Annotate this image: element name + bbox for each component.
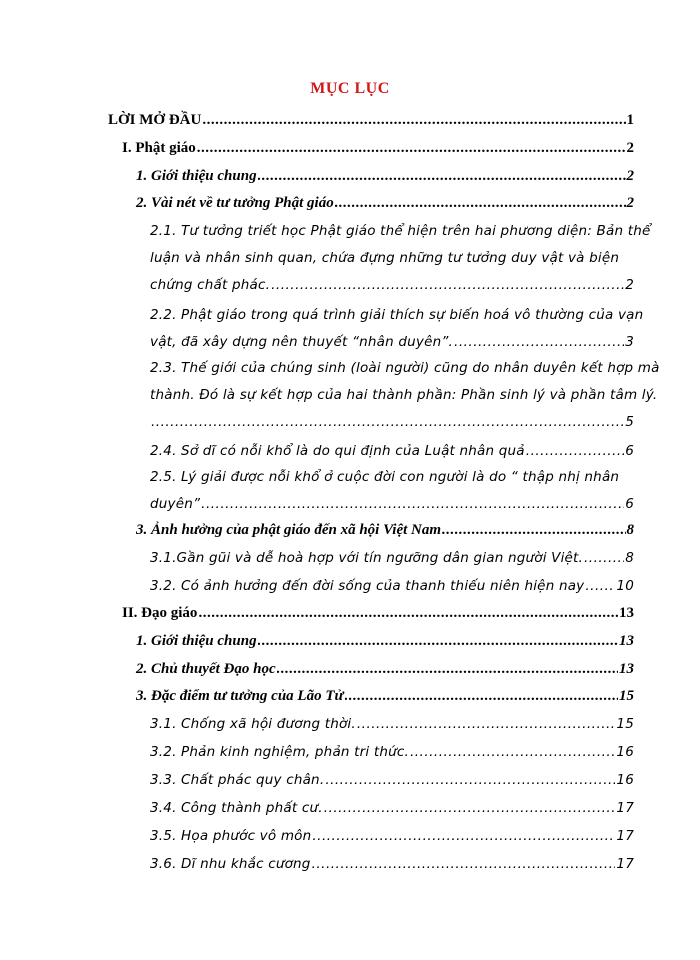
leader-dots (584, 545, 624, 572)
toc-entry-line: 2.2. Phật giáo trong quá trình giải thích sự biến hoá vô thường của vạn (150, 307, 644, 323)
toc-page-number: 13 (619, 661, 634, 677)
toc-entry-dao-3-1[interactable] (150, 711, 634, 738)
toc-page-number: 17 (616, 828, 634, 844)
toc-page-number: 10 (616, 578, 634, 594)
toc-entry-2-5[interactable] (150, 464, 634, 518)
toc-entry-3-1[interactable] (150, 545, 634, 572)
toc-entry-dao-3-4[interactable] (150, 795, 634, 822)
toc-entry-text: 3. Ảnh hưởng của phật giáo đến xã hội Việt Nam (136, 522, 442, 538)
toc-entry-text: 3.2. Phản kinh nghiệm, phản tri thức. (150, 744, 409, 760)
toc-entry-2-1[interactable] (150, 218, 651, 299)
toc-page-number: 13 (619, 633, 634, 649)
toc-entry-vai-net[interactable] (136, 191, 634, 216)
toc-page-number: 5 (625, 414, 634, 430)
toc-entry-dao-3-2[interactable] (150, 739, 634, 766)
toc-page-number: 16 (616, 744, 634, 760)
toc-entry-line: duyên” (150, 496, 201, 512)
toc-entry-text: 2. Chủ thuyết Đạo học (136, 661, 276, 677)
toc-entry-loi-mo-dau[interactable] (108, 108, 634, 133)
leader-dots (357, 711, 616, 738)
toc-entry-anh-huong[interactable] (136, 518, 634, 543)
leader-dots (442, 518, 625, 543)
toc-page-number: 6 (625, 443, 634, 459)
toc-page-number: 8 (626, 522, 634, 538)
toc-entry-text: 3.4. Công thành phất cư. (150, 800, 323, 816)
leader-dots (271, 272, 624, 299)
leader-dots (312, 823, 615, 850)
toc-entry-text: I. Phật giáo (122, 140, 196, 156)
toc-title: MỤC LỤC (310, 80, 390, 97)
leader-dots (198, 601, 618, 626)
toc-page-number: 17 (616, 800, 634, 816)
toc-page-number: 2 (626, 195, 634, 211)
toc-entry-2-4[interactable] (150, 438, 634, 465)
leader-dots (345, 684, 619, 709)
toc-entry-text: 2.4. Sở dĩ có nỗi khổ là do qui định của Luật nhân quả (150, 443, 525, 459)
toc-entry-line: vật, đã xây dựng nên thuyết “nhân duyên”. (150, 334, 454, 350)
toc-entry-dao-3-6[interactable] (150, 851, 634, 878)
toc-entry-chu-thuyet[interactable] (136, 657, 634, 682)
toc-entry-line: thành. Đó là sự kết hợp của hai thành phần: Phần sinh lý và phần tâm lý. (150, 387, 658, 403)
leader-dots (151, 409, 624, 436)
toc-entry-dac-diem[interactable] (136, 684, 634, 709)
toc-entry-text: II. Đạo giáo (122, 605, 198, 621)
toc-page-number: 1 (626, 112, 634, 128)
leader-dots (258, 629, 618, 654)
leader-dots (454, 329, 624, 356)
toc-entry-text: 1. Giới thiệu chung (136, 168, 257, 184)
toc-page-number: 16 (616, 772, 634, 788)
toc-entry-text: 3.1. Chống xã hội đương thời. (150, 716, 356, 732)
toc-entry-dao-3-5[interactable] (150, 823, 634, 850)
toc-entry-line: 2.1. Tư tưởng triết học Phật giáo thể hiện trên hai phương diện: Bản thể (150, 223, 651, 239)
toc-page-number: 2 (626, 140, 634, 156)
toc-page-number: 15 (616, 716, 634, 732)
toc-entry-text: 3.5. Họa phước vô môn (150, 828, 312, 844)
leader-dots (201, 491, 624, 518)
leader-dots (324, 795, 616, 822)
toc-entry-gioi-thieu-chung[interactable] (136, 164, 634, 189)
leader-dots (277, 657, 618, 682)
toc-page-number: 2 (625, 277, 634, 293)
toc-page-number: 3 (625, 334, 634, 350)
leader-dots (202, 108, 625, 133)
toc-entry-text: 3.3. Chất phác quy chân. (150, 772, 325, 788)
leader-dots (325, 767, 615, 794)
toc-entry-text: 3.6. Dĩ nhu khắc cương (150, 856, 311, 872)
leader-dots (197, 136, 626, 161)
toc-page-number: 15 (619, 688, 634, 704)
toc-entry-text: 3.2. Có ảnh hưởng đến đời sống của thanh thiếu niên hiện nay (150, 578, 585, 594)
leader-dots (312, 851, 616, 878)
toc-entry-2-2[interactable] (150, 302, 644, 356)
toc-entry-dao-gioi-thieu[interactable] (136, 629, 634, 654)
leader-dots (258, 164, 626, 189)
toc-page-number: 2 (626, 168, 634, 184)
toc-entry-text: 2. Vài nét về tư tưởng Phật giáo (136, 195, 334, 211)
toc-page-number: 13 (619, 605, 634, 621)
toc-page-number: 8 (625, 550, 634, 566)
toc-entry-phat-giao[interactable] (122, 136, 634, 161)
toc-entry-text: LỜI MỞ ĐẦU (108, 112, 202, 128)
toc-entry-dao-giao[interactable] (122, 601, 634, 626)
toc-entry-line: chứng chất phác. (150, 277, 271, 293)
toc-entry-text: 3. Đặc điểm tư tưởng của Lão Tử (136, 688, 344, 704)
leader-dots (526, 438, 624, 465)
toc-entry-line: 2.3. Thế giới của chúng sinh (loài người) cũng do nhân duyên kết hợp mà (150, 360, 660, 376)
leader-dots (335, 191, 626, 216)
toc-entry-line: 2.5. Lý giải được nỗi khổ ở cuộc đời con người là do “ thập nhị nhân (150, 469, 620, 485)
toc-page-number: 17 (616, 856, 634, 872)
toc-entry-text: 3.1.Gần gũi và dễ hoà hợp với tín ngưỡng dân gian người Việt. (150, 550, 584, 566)
toc-entry-dao-3-3[interactable] (150, 767, 634, 794)
leader-dots (585, 573, 615, 600)
leader-dots (410, 739, 615, 766)
toc-entry-2-3[interactable] (150, 355, 660, 436)
toc-entry-line: luận và nhân sinh quan, chứa đựng những tư tưởng duy vật và biện (150, 250, 620, 266)
toc-entry-3-2[interactable] (150, 573, 634, 600)
toc-page-number: 6 (625, 496, 634, 512)
toc-entry-text: 1. Giới thiệu chung (136, 633, 257, 649)
